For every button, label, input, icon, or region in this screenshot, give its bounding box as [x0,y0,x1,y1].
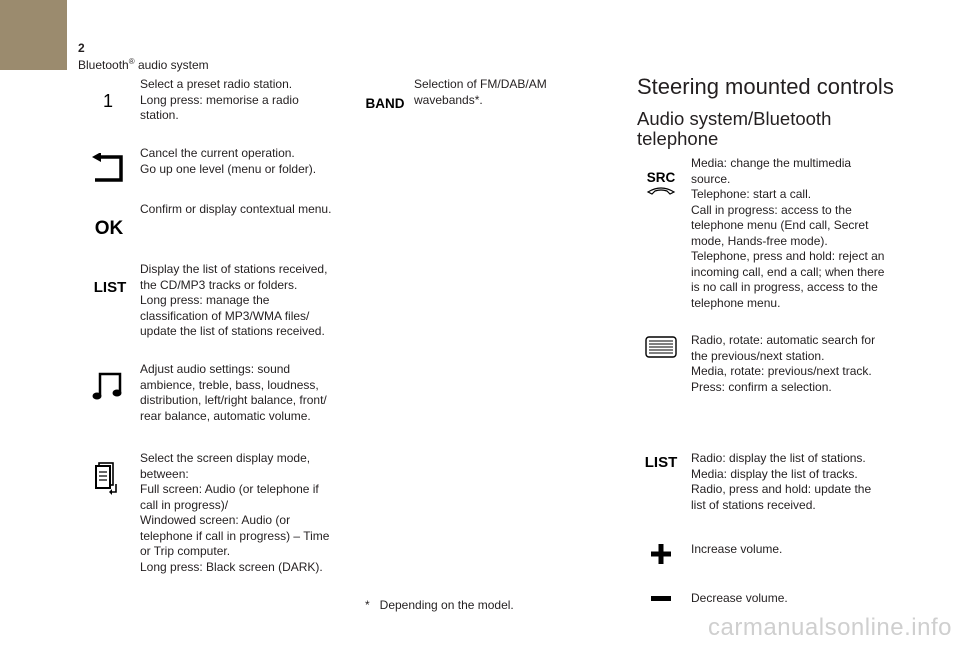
thumbwheel-description [691,333,891,395]
text-line: Selection of FM/DAB/AM [414,77,547,91]
text-line: telephone menu (End call, Secret [691,218,869,232]
text-line: Media: display the list of tracks. [691,466,858,481]
screen-mode-icon [94,462,124,496]
band-description [414,77,584,108]
subsection-title [637,109,867,149]
text-line: ambience, treble, bass, loudness, [140,377,319,392]
text-line: Select the screen display mode, [140,451,311,465]
text-line: Display the list of stations received, [140,262,328,276]
text-line: Press: confirm a selection. [691,379,832,394]
text-line: Media, rotate: previous/next track. [691,364,872,378]
watermark: carmanualsonline.info [708,614,952,641]
text-line: Media: change the multimedia [691,156,852,170]
audio-settings-description [140,362,335,424]
text-line: Call in progress: access to the [691,202,852,217]
text-line: between: [140,466,189,481]
text-line: Increase volume. [691,542,783,556]
text-line: Long press: memorise a radio [140,92,299,107]
text-line: is no call in progress, access to the [691,280,878,294]
footnote-mark: * [365,598,370,612]
text-line: wavebands*. [414,92,483,107]
list-icon: LIST [93,278,127,296]
header-title-main: Bluetooth [78,58,129,72]
text-line: incoming call, end a call; when there [691,264,885,279]
text-line: the CD/MP3 tracks or folders. [140,277,298,292]
src-label: SRC [646,170,676,185]
subsection-title-line: Audio system/Bluetooth [637,108,832,129]
text-line: mode, Hands-free mode). [691,233,828,248]
text-line: call in progress)/ [140,497,229,512]
text-line: Cancel the current operation. [140,146,295,160]
text-line: Radio, rotate: automatic search for [691,333,876,347]
subsection-title-line: telephone [637,128,719,149]
text-line: Telephone, press and hold: reject an [691,249,885,263]
corner-tab [0,0,67,70]
text-line: Long press: Black screen (DARK). [140,559,323,574]
text-line: list of stations received. [691,497,816,512]
band-icon: BAND [365,95,405,111]
text-line: the previous/next station. [691,348,825,363]
registered-mark: ® [128,57,135,66]
text-line: Select a preset radio station. [140,77,293,91]
text-line: rear balance, automatic volume. [140,408,311,423]
text-line: Radio: display the list of stations. [691,451,866,465]
decrease-volume-description [691,591,891,607]
page-number: 2 [78,41,85,55]
list-description [140,262,335,340]
header-title-rest: audio system [134,58,209,72]
plus-icon [650,543,672,565]
steering-list-description [691,451,891,513]
text-line: classification of MP3/WMA files/ [140,308,310,323]
back-arrow-icon [88,152,128,188]
footnote-text: Depending on the model. [379,598,514,612]
text-line: Adjust audio settings: sound [140,362,291,376]
text-line: Telephone: start a call. [691,187,812,201]
ok-icon: OK [94,218,124,239]
text-line: Radio, press and hold: update the [691,482,872,496]
minus-icon [650,593,672,605]
text-line: or Trip computer. [140,544,231,558]
text-line: Windowed screen: Audio (or [140,513,291,527]
text-line: Long press: manage the [140,293,270,307]
src-phone-icon [641,169,681,197]
src-description [691,156,891,311]
preset-station-description [140,77,335,124]
music-note-icon [90,370,126,402]
text-line: Go up one level (menu or folder). [140,161,317,176]
screen-display-description [140,451,335,575]
footnote [365,598,524,612]
text-line: Full screen: Audio (or telephone if [140,482,319,496]
text-line: station. [140,108,179,122]
page-header-title [78,57,209,72]
increase-volume-description [691,542,891,558]
text-line: Decrease volume. [691,591,788,605]
cancel-description [140,146,335,177]
section-title: Steering mounted controls [637,74,894,99]
text-line: telephone menu. [691,295,781,310]
list-icon: LIST [644,453,678,471]
text-line: distribution, left/right balance, front/ [140,393,327,407]
thumbwheel-icon [645,336,677,358]
text-line: telephone if call in progress) – Time [140,528,330,543]
text-line: Confirm or display contextual menu. [140,202,332,216]
preset-one-icon: 1 [102,90,113,111]
text-line: source. [691,171,731,186]
confirm-description [140,202,335,218]
phone-handset-icon [646,185,676,195]
text-line: update the list of stations received. [140,324,325,338]
